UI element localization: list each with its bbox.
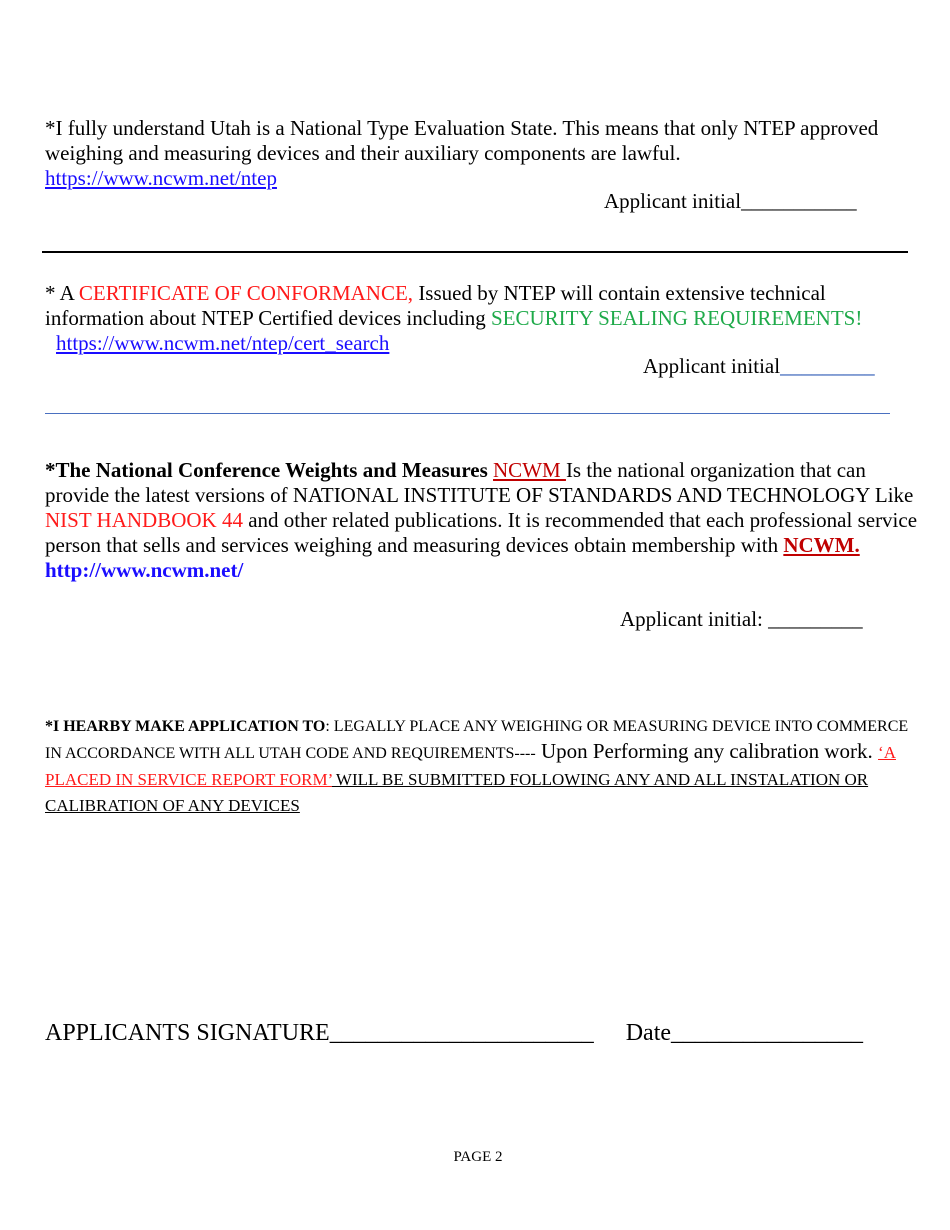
ncwm-abbr-2: NCWM.	[783, 533, 860, 557]
application-normal-text: Upon Performing any calibration work.	[535, 739, 879, 763]
nist-handbook: NIST HANDBOOK 44	[45, 508, 243, 532]
security-sealing: SECURITY SEALING REQUIREMENTS!	[490, 306, 863, 330]
application-caps-text: LEGALLY PLACE ANY WEIGHING OR MEASURING DEVICE INTO COMMERCE IN ACCORDANCE WITH ALL UTAH CODE AND REQUIREMENTS----	[45, 718, 909, 762]
applicant-initial-label: Applicant initial	[643, 354, 781, 378]
signature-line[interactable]: ______________________	[329, 1020, 594, 1046]
section-divider-black	[42, 251, 908, 253]
application-colon: :	[325, 718, 334, 735]
applicant-initial-3[interactable]	[620, 607, 863, 632]
date-label: Date	[625, 1020, 672, 1046]
application-lead: *I HEARBY MAKE APPLICATION TO	[45, 718, 326, 735]
cert-of-conformance: CERTIFICATE OF CONFORMANCE,	[78, 281, 414, 305]
date-line[interactable]: ________________	[671, 1020, 864, 1046]
cert-search-link[interactable]: https://www.ncwm.net/ntep/cert_search	[56, 331, 390, 355]
applicant-initial-blank[interactable]: _________	[780, 354, 875, 378]
ntep-statement-text: *I fully understand Utah is a National Type Evaluation State. This means that only NTEP approved weighing and measuring devices and their auxiliary components are lawful.	[45, 116, 879, 165]
ncwm-lead: *The National Conference Weights and Measures	[45, 458, 494, 482]
application-underlined-text: WILL BE SUBMITTED FOLLOWING ANY AND ALL INSTALATION OR CALIBRATION OF ANY DEVICES	[45, 770, 869, 815]
signature-row	[45, 1020, 863, 1047]
applicant-initial-label: Applicant initial: _________	[620, 607, 863, 631]
ncwm-link[interactable]: http://www.ncwm.net/	[45, 558, 244, 582]
cert-middle-text: Issued by NTEP will contain extensive technical information about NTEP Certified devices including	[45, 281, 826, 330]
ncwm-text-2: and other related publications. It is recommended that each professional service person that sells and services weighing and measuring devices obtain membership with	[45, 508, 918, 557]
applicant-initial-2[interactable]	[643, 354, 875, 379]
ntep-link[interactable]: https://www.ncwm.net/ntep	[45, 166, 277, 190]
ncwm-abbr-1: NCWM	[493, 458, 566, 482]
cert-prefix: * A	[45, 281, 79, 305]
certificate-statement	[45, 281, 925, 356]
section-divider-blue	[45, 413, 890, 414]
signature-label: APPLICANTS SIGNATURE	[45, 1020, 330, 1046]
applicant-initial-label: Applicant initial	[604, 189, 742, 213]
application-statement	[45, 712, 915, 818]
ncwm-statement	[45, 458, 925, 583]
placed-in-service-form: ‘A PLACED IN SERVICE REPORT FORM’	[45, 743, 896, 789]
applicant-initial-blank[interactable]: ___________	[741, 189, 857, 213]
applicant-initial-1[interactable]	[604, 189, 857, 214]
ntep-statement	[45, 116, 915, 191]
page-number: PAGE 2	[453, 1149, 503, 1165]
ncwm-text-1: Is the national organization that can provide the latest versions of NATIONAL INSTITUTE OF STANDARDS AND TECHNOLOGY Like	[45, 458, 914, 507]
